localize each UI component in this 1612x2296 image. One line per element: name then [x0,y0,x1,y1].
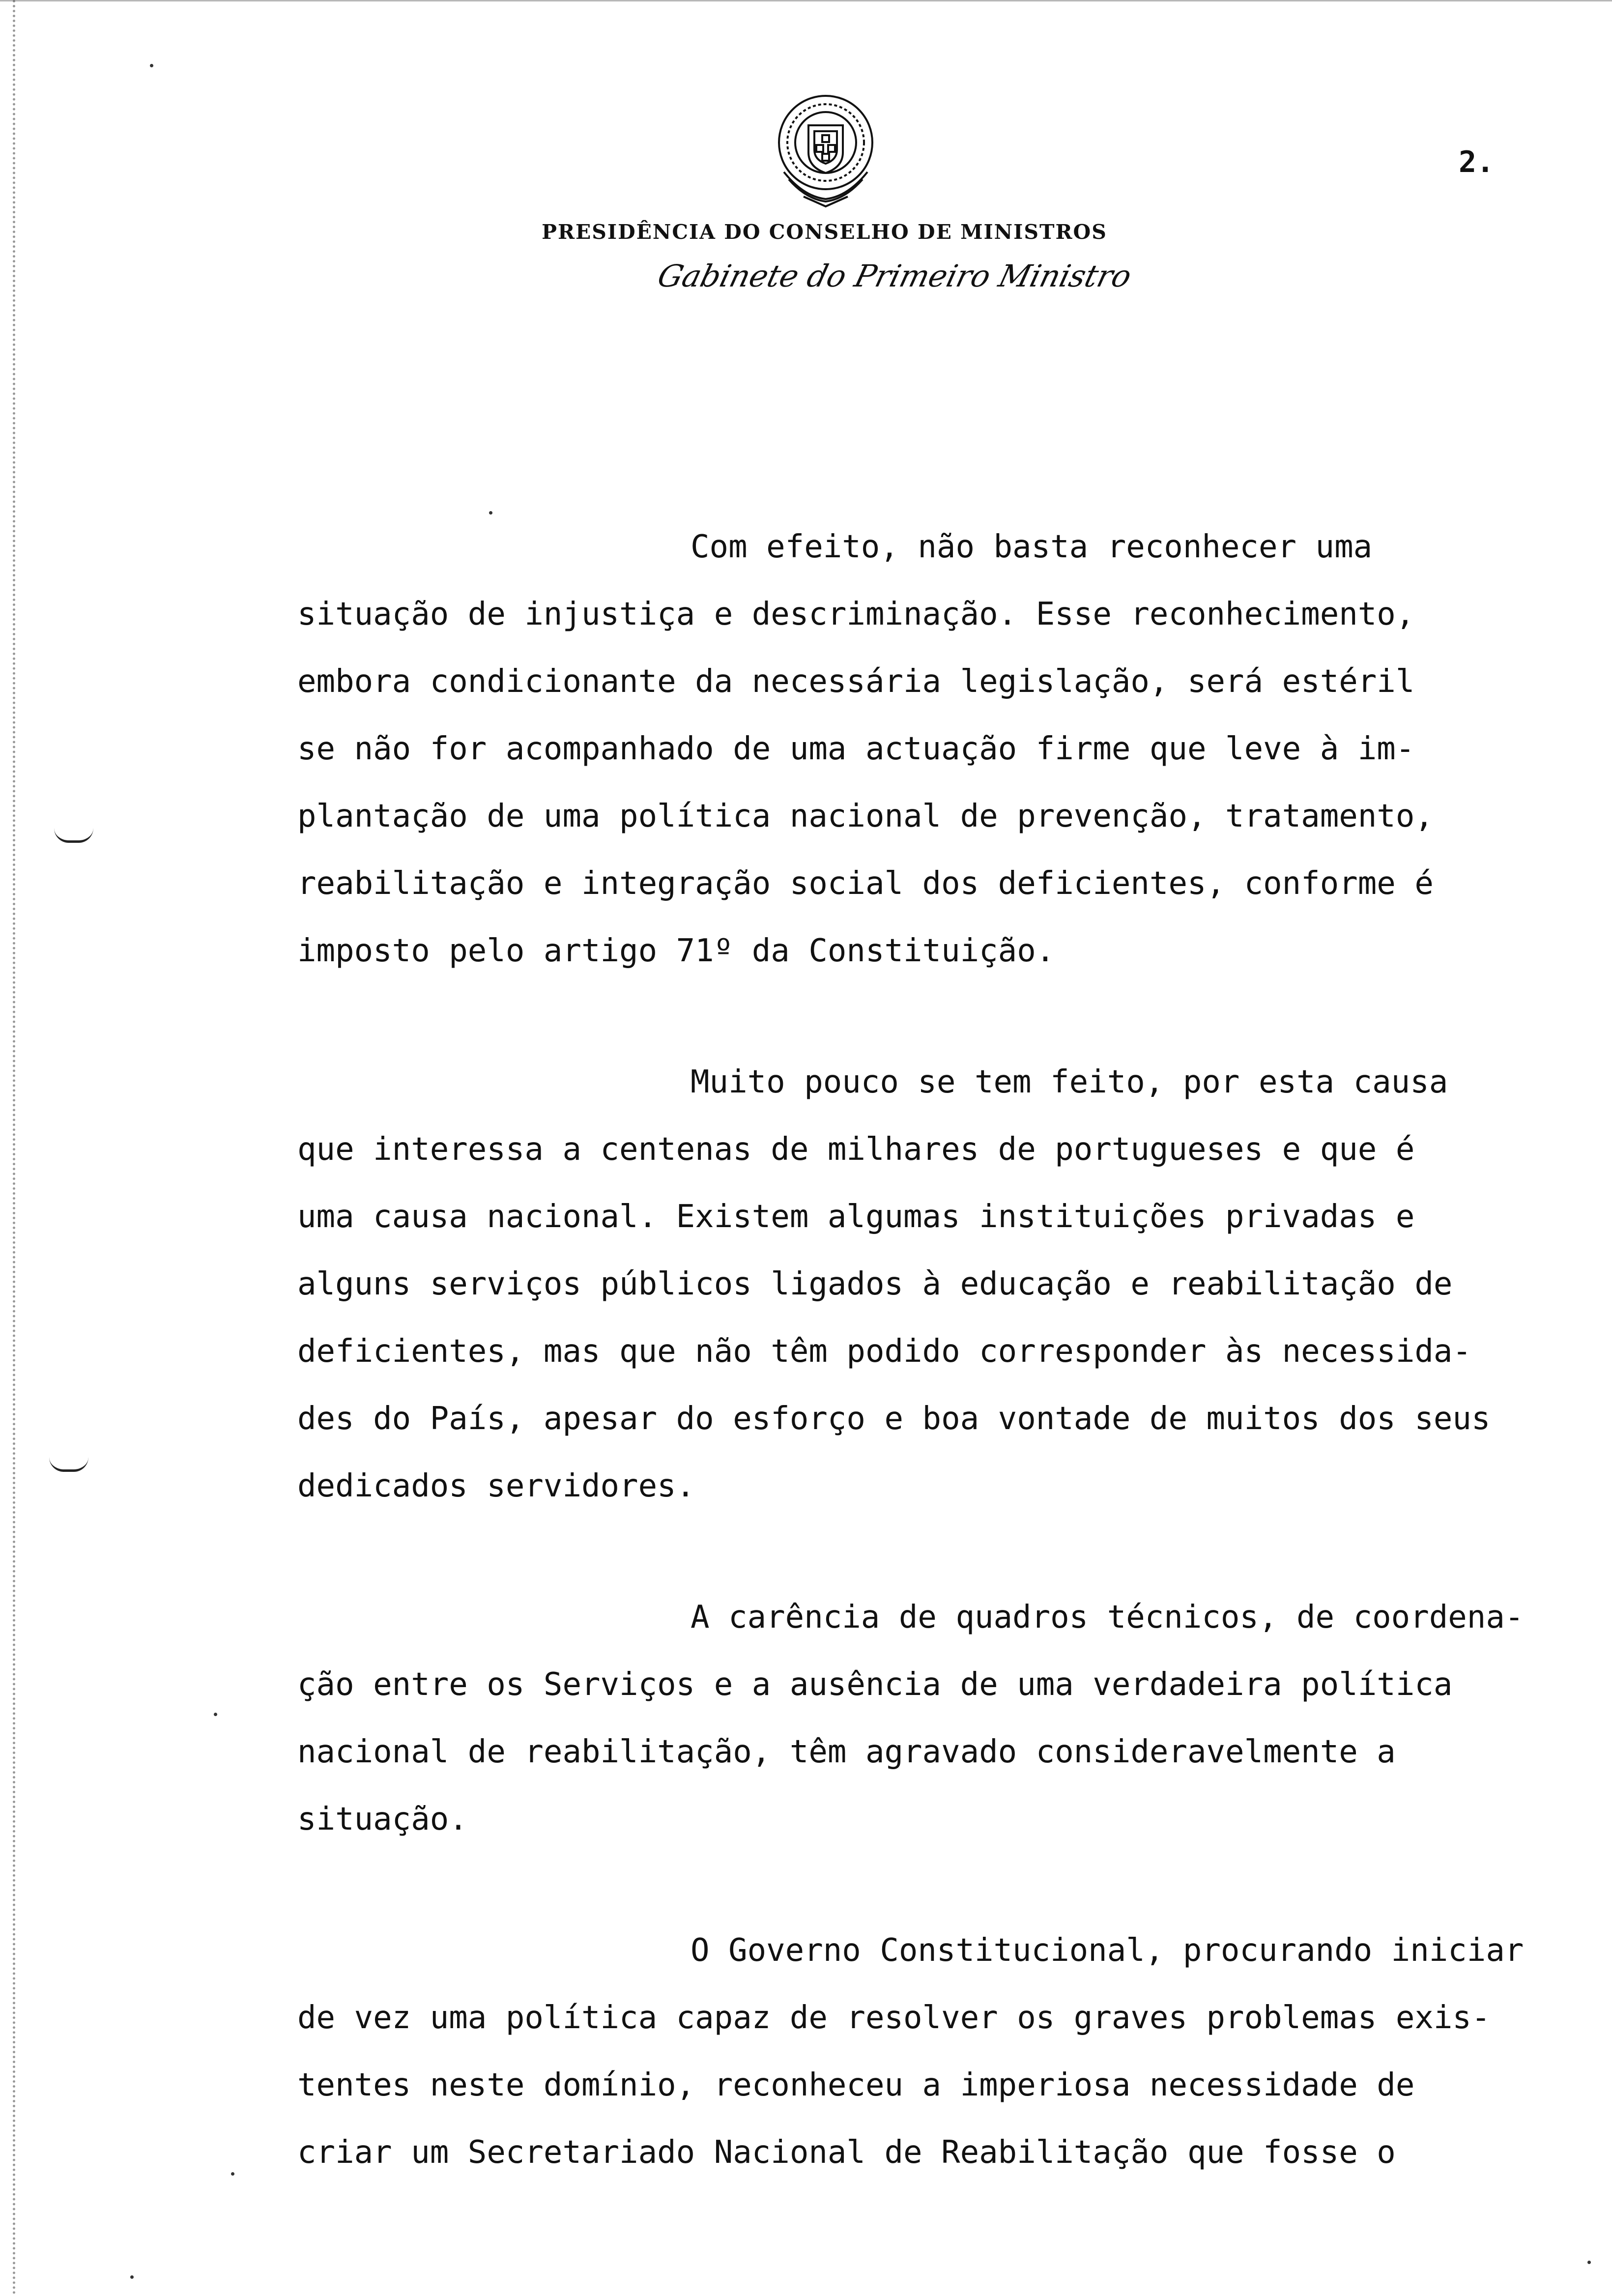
text-line: dedicados servidores. [297,1468,695,1504]
text-line: des do País, apesar do esforço e boa vontade de muitos dos seus [297,1401,1491,1437]
text-line: de vez uma política capaz de resolver os graves problemas exis- [297,2000,1491,2036]
text-line: criar um Secretariado Nacional de Reabilitação que fosse o [297,2134,1396,2171]
text-line: O Governo Constitucional, procurando iniciar [691,1932,1524,1969]
text-line: embora condicionante da necessária legislação, será estéril [297,663,1415,700]
text-line: que interessa a centenas de milhares de portugueses e que é [297,1131,1415,1168]
text-line: situação de injustiça e descriminação. Esse reconhecimento, [297,596,1415,632]
scan-speck [130,2275,134,2279]
scan-speck [231,2172,234,2176]
scan-binding-edge [0,0,15,2296]
text-line: alguns serviços públicos ligados à educação e reabilitação de [297,1266,1453,1302]
text-line: reabilitação e integração social dos deficientes, conforme é [297,865,1434,902]
text-line: situação. [297,1801,468,1837]
paragraph-3 [297,1584,1555,1853]
text-line: A carência de quadros técnicos, de coordena- [691,1599,1524,1636]
paragraph-4 [297,1917,1555,2186]
paragraph-1 [297,514,1555,985]
scan-smudge [49,1457,88,1472]
text-line: nacional de reabilitação, têm agravado consideravelmente a [297,1734,1396,1770]
text-line: tentes neste domínio, reconheceu a imperiosa necessidade de [297,2067,1415,2103]
scan-top-edge [0,0,1612,1]
letter-body [297,514,1555,2186]
institution-title: PRESIDÊNCIA DO CONSELHO DE MINISTROS [542,220,1107,244]
scan-speck [214,1713,217,1716]
text-line: Muito pouco se tem feito, por esta causa [691,1064,1448,1100]
text-line: plantação de uma política nacional de prevenção, tratamento, [297,798,1434,834]
scan-speck [150,64,153,67]
scan-speck [1587,2261,1591,2264]
text-line: se não for acompanhado de uma actuação firme que leve à im- [297,731,1415,767]
text-line: deficientes, mas que não têm podido corresponder às necessida- [297,1333,1471,1370]
text-line: Com efeito, não basta reconhecer uma [691,529,1373,565]
page-number: 2. [1459,145,1495,179]
paragraph-2 [297,1049,1555,1520]
scan-speck [489,511,492,515]
cabinet-subtitle: Gabinete do Primeiro Ministro [654,258,1135,294]
text-line: imposto pelo artigo 71º da Constituição. [297,933,1055,969]
text-line: uma causa nacional. Existem algumas instituições privadas e [297,1199,1415,1235]
text-line: ção entre os Serviços e a ausência de uma verdadeira política [297,1666,1453,1703]
coat-of-arms-icon [769,86,882,211]
scan-smudge [54,828,93,843]
